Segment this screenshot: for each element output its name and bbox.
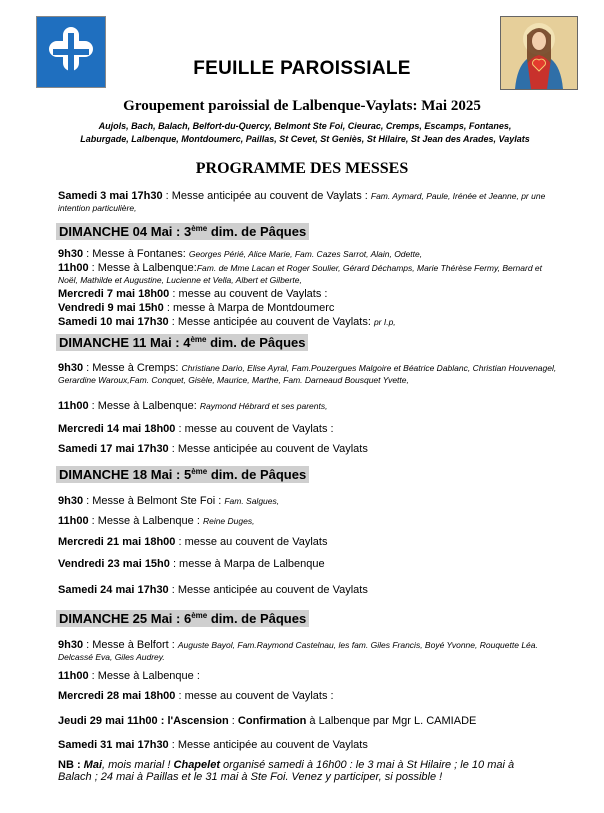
entry-text: : Messe anticipée au couvent de Vaylats : (162, 190, 371, 202)
entry-time: 9h30 (58, 248, 84, 260)
entry-time: 11h00 (58, 670, 89, 682)
entry-date: Mercredi 14 mai 18h00 (58, 423, 176, 435)
entry-text-end: à Lalbenque par Mgr L. CAMIADE (306, 715, 477, 727)
village-list-line-2: Laburgade, Lalbenque, Montdoumerc, Paillas, St Cevet, St Geniès, St Hilaire, St Jean des Arades, Vaylats (80, 134, 530, 144)
entry-text: : Messe à Cremps: (83, 362, 182, 374)
entry-intentions: Georges Périé, Alice Marie, Fam. Cazes Sarrot, Alain, Odette, (188, 249, 423, 259)
village-list (70, 120, 540, 146)
sunday-sup: ème (191, 611, 208, 620)
entry-text: : messe au couvent de Vaylats : (169, 288, 328, 300)
entry-date: Mercredi 7 mai 18h00 (58, 288, 170, 300)
sunday-label: DIMANCHE 18 Mai : 5 (59, 467, 192, 482)
sunday-band-04 (56, 223, 309, 240)
entry-belfort (58, 639, 558, 663)
entry-date: Jeudi 29 mai 11h00 : l'Ascension (58, 715, 229, 727)
entry-date: Vendredi 9 mai 15h0 (58, 302, 164, 314)
entry-jeudi-29 (58, 715, 558, 727)
entry-text: : messe au couvent de Vaylats : (175, 423, 334, 435)
entry-time: 11h00 (58, 262, 89, 274)
entry-intentions: Fam. Salgues, (224, 496, 280, 506)
entry-mercredi-7 (58, 288, 558, 300)
entry-text: : Messe à Lalbenque : (88, 670, 200, 682)
entry-text: : (228, 715, 238, 727)
sunday-label-end: dim. de Pâques (206, 335, 306, 350)
village-list-line-1: Aujols, Bach, Balach, Belfort-du-Quercy, Belmont Ste Foi, Cieurac, Cremps, Escamps, Fontanes, (98, 121, 512, 131)
entry-vendredi-9 (58, 302, 558, 314)
entry-mercredi-28 (58, 690, 558, 702)
entry-lalbenque-04 (58, 262, 558, 286)
entry-date: Samedi 31 mai 17h30 (58, 739, 169, 751)
entry-intentions: Fam. Aymard, Paule, Irénée et Jeanne, pr une intention particulière, (58, 191, 546, 213)
entry-text: : Messe anticipée au couvent de Vaylats: (168, 316, 374, 328)
sunday-band-18 (56, 466, 309, 483)
entry-text: : Messe anticipée au couvent de Vaylats (168, 739, 368, 751)
entry-text: : messe à Marpa de Montdoumerc (163, 302, 335, 314)
sunday-label-end: dim. de Pâques (207, 224, 307, 239)
nb-text-end: organisé samedi à 16h00 : le 3 mai à St Hilaire ; le 10 mai à Balach ; 24 mai à Paillas et le 31 mai à Ste Foi. Venez y participer, si possible ! (58, 759, 515, 783)
entry-vendredi-23 (58, 558, 558, 570)
nb-chapelet: Chapelet (173, 759, 220, 771)
entry-text: : Messe anticipée au couvent de Vaylats (168, 584, 368, 596)
entry-text: : messe à Marpa de Lalbenque (169, 558, 325, 570)
sunday-sup: ème (191, 467, 208, 476)
entry-text: : Messe anticipée au couvent de Vaylats (168, 443, 368, 455)
entry-text: : Messe à Lalbenque : (88, 515, 203, 527)
entry-date: Vendredi 23 mai 15h0 (58, 558, 170, 570)
entry-date: Samedi 3 mai 17h30 (58, 190, 163, 202)
entry-intentions: Auguste Bayol, Fam.Raymond Castelnau, les fam. Giles Francis, Boyé Yvonne, Rouquette Léa. Delcassé Eva, Giles Audrey. (58, 640, 538, 662)
entry-lalbenque-18 (58, 515, 558, 527)
entry-event: Confirmation (237, 715, 307, 727)
entry-mercredi-14 (58, 423, 558, 435)
entry-lalbenque-25 (58, 670, 558, 682)
entry-fontanes (58, 248, 558, 260)
entry-samedi-31 (58, 739, 558, 751)
entry-time: 9h30 (58, 495, 84, 507)
entry-intentions: Fam. de Mme Lacan et Roger Soulier, Gérard Déchamps, Marie Thérèse Fermy, Bernard et Noël, Mathilde et Augustine, Lucienne et Vella, Albert et Gilberte, (58, 263, 543, 285)
entry-intentions: pr I.p, (373, 317, 396, 327)
entry-mercredi-21 (58, 536, 558, 548)
entry-date: Samedi 17 mai 17h30 (58, 443, 169, 455)
entry-lalbenque-11 (58, 400, 558, 412)
entry-time: 9h30 (58, 362, 84, 374)
entry-samedi-3 (58, 190, 558, 214)
nb-label: NB : (58, 759, 84, 771)
entry-samedi-24 (58, 584, 558, 596)
entry-time: 9h30 (58, 639, 84, 651)
entry-text: : messe au couvent de Vaylats (175, 536, 328, 548)
entry-intentions: Christiane Dario, Elise Ayral, Fam.Pouzergues Malgoire et Béatrice Dablanc, Christian Houvenagel, Gerardine Waroux,Fam. Conquet, Gisèle, Maurice, Marthe, Fam. Darneaud Bousquet Yvette, (58, 363, 557, 385)
entry-date: Samedi 24 mai 17h30 (58, 584, 169, 596)
entry-cremps (58, 362, 558, 386)
sunday-label: DIMANCHE 04 Mai : 3 (59, 224, 192, 239)
entry-text: : Messe à Fontanes: (83, 248, 189, 260)
entry-text: : messe au couvent de Vaylats : (175, 690, 334, 702)
entry-text: : Messe à Belmont Ste Foi : (83, 495, 225, 507)
sunday-label-end: dim. de Pâques (207, 611, 307, 626)
entry-time: 11h00 (58, 400, 89, 412)
entry-samedi-10 (58, 316, 558, 328)
sunday-sup: ème (190, 335, 207, 344)
entry-date: Mercredi 28 mai 18h00 (58, 690, 176, 702)
nb-note (58, 759, 548, 783)
nb-text: , mois marial ! (102, 759, 174, 771)
entry-belmont (58, 495, 558, 507)
entry-samedi-17 (58, 443, 558, 455)
entry-text: : Messe à Belfort : (83, 639, 178, 651)
entry-text: : Messe à Lalbenque: (88, 400, 200, 412)
entry-date: Mercredi 21 mai 18h00 (58, 536, 176, 548)
entry-text: : Messe à Lalbenque: (88, 262, 197, 274)
sunday-sup: ème (191, 224, 208, 233)
entry-intentions: Reine Duges, (202, 516, 255, 526)
sunday-band-25 (56, 610, 309, 627)
sunday-label: DIMANCHE 11 Mai : 4 (59, 335, 191, 350)
entry-intentions: Raymond Hébrard et ses parents, (199, 401, 328, 411)
page-title: FEUILLE PAROISSIALE (193, 58, 411, 79)
programme-heading: PROGRAMME DES MESSES (195, 160, 409, 177)
subtitle: Groupement paroissial de Lalbenque-Vaylats: Mai 2025 (123, 98, 481, 114)
sunday-band-11 (56, 334, 308, 351)
nb-mai: Mai (83, 759, 103, 771)
entry-time: 11h00 (58, 515, 89, 527)
entry-date: Samedi 10 mai 17h30 (58, 316, 169, 328)
sunday-label: DIMANCHE 25 Mai : 6 (59, 611, 192, 626)
sunday-label-end: dim. de Pâques (207, 467, 307, 482)
